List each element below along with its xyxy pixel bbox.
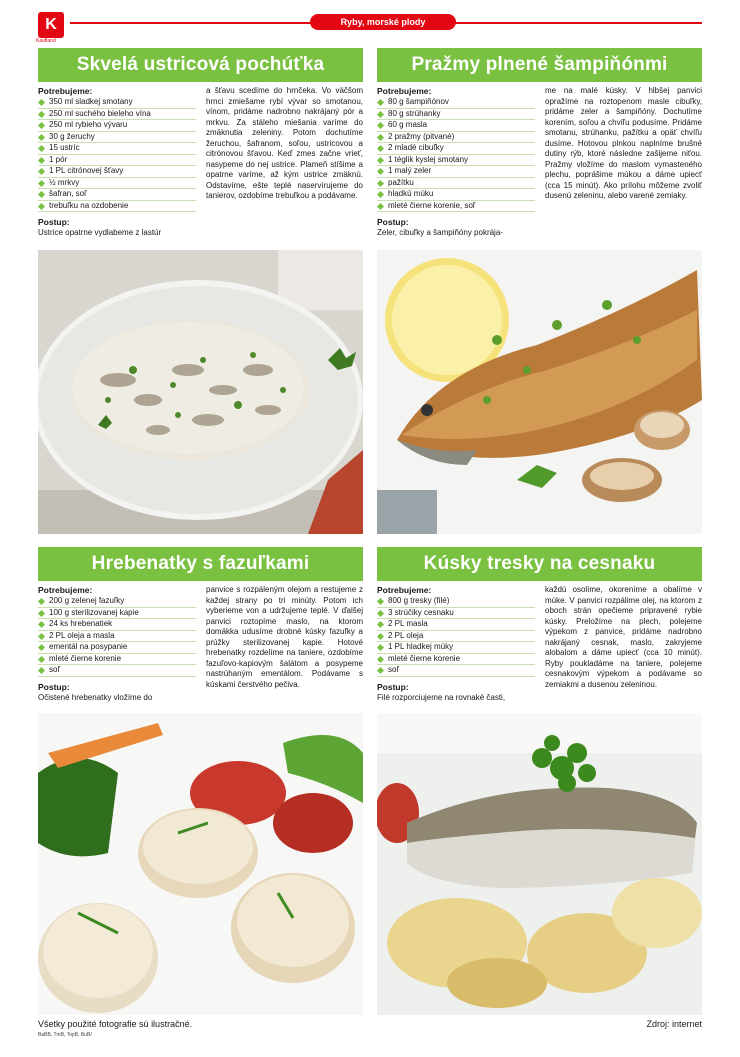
- ingredient-item: 2 PL oleja: [377, 631, 535, 643]
- logo-wordmark: Kaufland: [36, 38, 56, 44]
- ingredients-heading: Potrebujeme:: [38, 585, 93, 595]
- logo-letter: K: [45, 16, 57, 33]
- procedure-text: a šťavu scedíme do hrnčeka. Vo väčšom hrnci zmiešame rybí vývar so smotanou, vínom, pridáme nadrobno nakrájaný pór a mrkvu. Za stáleho miešania varíme do zmäknutia zeleniny. Potom dochutíme žeruchou, šafranom, soľou, ustricovou a citrónovou šťavou. Keď zmes začne vrieť, nasypeme do nej ustrice. Plameň stíšime a opatrne varíme, až kým ustrice zmäknú. Odstavíme, ešte teplé naservírujeme do tanierov, ozdobíme trebuľkou a podávame.: [206, 86, 363, 200]
- ingredient-item: mleté čierne korenie: [38, 654, 196, 666]
- cod-photo: [377, 713, 702, 1015]
- ingredient-item: hladkú múku: [377, 189, 535, 201]
- ingredient-item: 15 ustríc: [38, 143, 196, 155]
- ingredient-item: 200 g zelenej fazuľky: [38, 596, 196, 608]
- ingredient-item: mleté čierne korenie: [377, 654, 535, 666]
- ingredient-item: 2 PL masla: [377, 619, 535, 631]
- ingredients-heading: Potrebujeme:: [377, 86, 432, 96]
- ingredient-item: šafran, soľ: [38, 189, 196, 201]
- procedure-text: panvice s rozpáleným olejom a restujeme z každej strany po tri minúty. Potom ich vyberieme von a udržujeme teplé. V ďalšej panvici roztopíme maslo, na ktorom domäkka udusíme drobné kúsky fazuľky a prúžky sterilizovanej kapie. Hotové hrebenatky rozdelíme na taniere, ozdobíme fazuľovo-kapiovým šalátom a posypeme nastrúhaným ementálom. Podávame s kúskami čerstvého pečiva.: [206, 585, 363, 689]
- ingredient-item: ½ mrkvy: [38, 178, 196, 190]
- ingredient-item: 2 mladé cibuľky: [377, 143, 535, 155]
- ingredients-block: [377, 585, 535, 703]
- ingredients-block: [38, 585, 196, 703]
- ingredient-item: 250 ml rybieho vývaru: [38, 120, 196, 132]
- ingredient-item: 2 PL oleja a masla: [38, 631, 196, 643]
- ingredient-item: 24 ks hrebenatiek: [38, 619, 196, 631]
- ingredient-item: 1 pór: [38, 155, 196, 167]
- ingredient-item: 350 ml sladkej smotany: [38, 97, 196, 109]
- procedure-start: Filé rozporciujeme na rovnaké časti,: [377, 692, 506, 702]
- procedure-text: každú osolíme, okoreníme a obalíme v múke. V panvici rozpálime olej, na ktorom z oboch strán opečieme pripravené rybie kúsky. Preložíme na plech, polejeme výpekom z panvice, pridáme nadrobno nakrájaný cesnak, maslo, zakryjeme alobalom a dáme upiecť (cca 10 minút). Ryby poukladáme na taniere, polejeme cesnakovým výpekom a podávame so zemiakmi a dusenou zeleninou.: [545, 585, 702, 689]
- recipe-text: [377, 82, 702, 272]
- procedure-start: Očistené hrebenatky vložíme do: [38, 692, 153, 702]
- ingredient-item: 60 g masla: [377, 120, 535, 132]
- recipe-card-sea-bream: [377, 48, 702, 272]
- recipe-title: Skvelá ustricová pochúťka: [38, 48, 363, 82]
- oyster-soup-photo: [38, 250, 363, 534]
- ingredient-item: 1 PL citrónovej šťavy: [38, 166, 196, 178]
- ingredients-block: [377, 86, 535, 239]
- ingredient-item: pažítku: [377, 178, 535, 190]
- ingredient-item: 2 pražmy (pitvané): [377, 132, 535, 144]
- procedure-heading: Postup:: [377, 681, 409, 692]
- sea-bream-photo: [377, 250, 702, 534]
- ingredient-item: 1 PL hladkej múky: [377, 642, 535, 654]
- recipe-text: [38, 581, 363, 711]
- ingredients-list: [38, 596, 196, 677]
- recipe-title: Kúsky tresky na cesnaku: [377, 547, 702, 581]
- procedure-heading: Postup:: [38, 217, 70, 227]
- recipe-text: [377, 581, 702, 711]
- recipe-text: [38, 82, 363, 272]
- ingredients-list: [38, 97, 196, 212]
- category-badge: Ryby, morské plody: [310, 14, 456, 30]
- ingredient-item: soľ: [38, 665, 196, 677]
- ingredient-item: 800 g tresky (filé): [377, 596, 535, 608]
- procedure-heading: Postup:: [377, 217, 409, 227]
- ingredient-item: 250 ml suchého bieleho vína: [38, 109, 196, 121]
- ingredient-item: 30 g žeruchy: [38, 132, 196, 144]
- ingredients-block: [38, 86, 196, 239]
- ingredient-item: 3 strúčiky cesnaku: [377, 608, 535, 620]
- ingredient-item: soľ: [377, 665, 535, 677]
- procedure-text: me na malé kúsky. V hlbšej panvici opražíme na roztopenom masle cibuľky, pridáme zeler a šampiňóny. Dochutíme korením, soľou a chvíľu podusíme. Pridáme smotanu, strúhanku, pažítku a opäť chvíľu dusíme. Hotovou plnkou naplníme brušné dutiny rýb, ktoré následne zašijeme niťou. Pražmy vložíme do maslom vymasteného plechu, poprášime múkou a dáme upiecť (cca 15 minút). Ako prílohu môžeme zvoliť dusenú zeleninu, alebo varené zemiaky.: [545, 86, 702, 200]
- ingredient-item: 100 g sterilizovanej kapie: [38, 608, 196, 620]
- ingredient-item: ementál na posypanie: [38, 642, 196, 654]
- ingredient-item: mleté čierne korenie, soľ: [377, 201, 535, 213]
- source-note: Zdroj: internet: [646, 1019, 702, 1029]
- recipe-card-oyster: [38, 48, 363, 272]
- ingredient-item: trebuľku na ozdobenie: [38, 201, 196, 213]
- procedure-start: Ustrice opatrne vydlabeme z lastúr: [38, 228, 162, 237]
- photo-disclaimer: Všetky použité fotografie sú ilustračné.: [38, 1019, 193, 1029]
- ingredients-heading: Potrebujeme:: [38, 86, 93, 96]
- scallops-photo: [38, 713, 363, 1015]
- recipe-title: Hrebenatky s fazuľkami: [38, 547, 363, 581]
- ingredients-list: [377, 596, 535, 677]
- procedure-start: Zeler, cibuľky a šampiňóny pokrája-: [377, 228, 503, 237]
- ingredient-item: 1 téglik kyslej smotany: [377, 155, 535, 167]
- ingredient-item: 1 malý zeler: [377, 166, 535, 178]
- recipe-title: Pražmy plnené šampiňónmi: [377, 48, 702, 82]
- procedure-heading: Postup:: [38, 681, 70, 692]
- recipe-card-cod: [377, 547, 702, 711]
- footer-credits: BaBB, TmB, TopB, BuB/: [38, 1032, 92, 1038]
- ingredient-item: 80 g strúhanky: [377, 109, 535, 121]
- recipe-card-scallops: [38, 547, 363, 711]
- ingredients-heading: Potrebujeme:: [377, 585, 432, 595]
- ingredient-item: 80 g šampiňónov: [377, 97, 535, 109]
- kaufland-logo: [38, 12, 64, 38]
- ingredients-list: [377, 97, 535, 212]
